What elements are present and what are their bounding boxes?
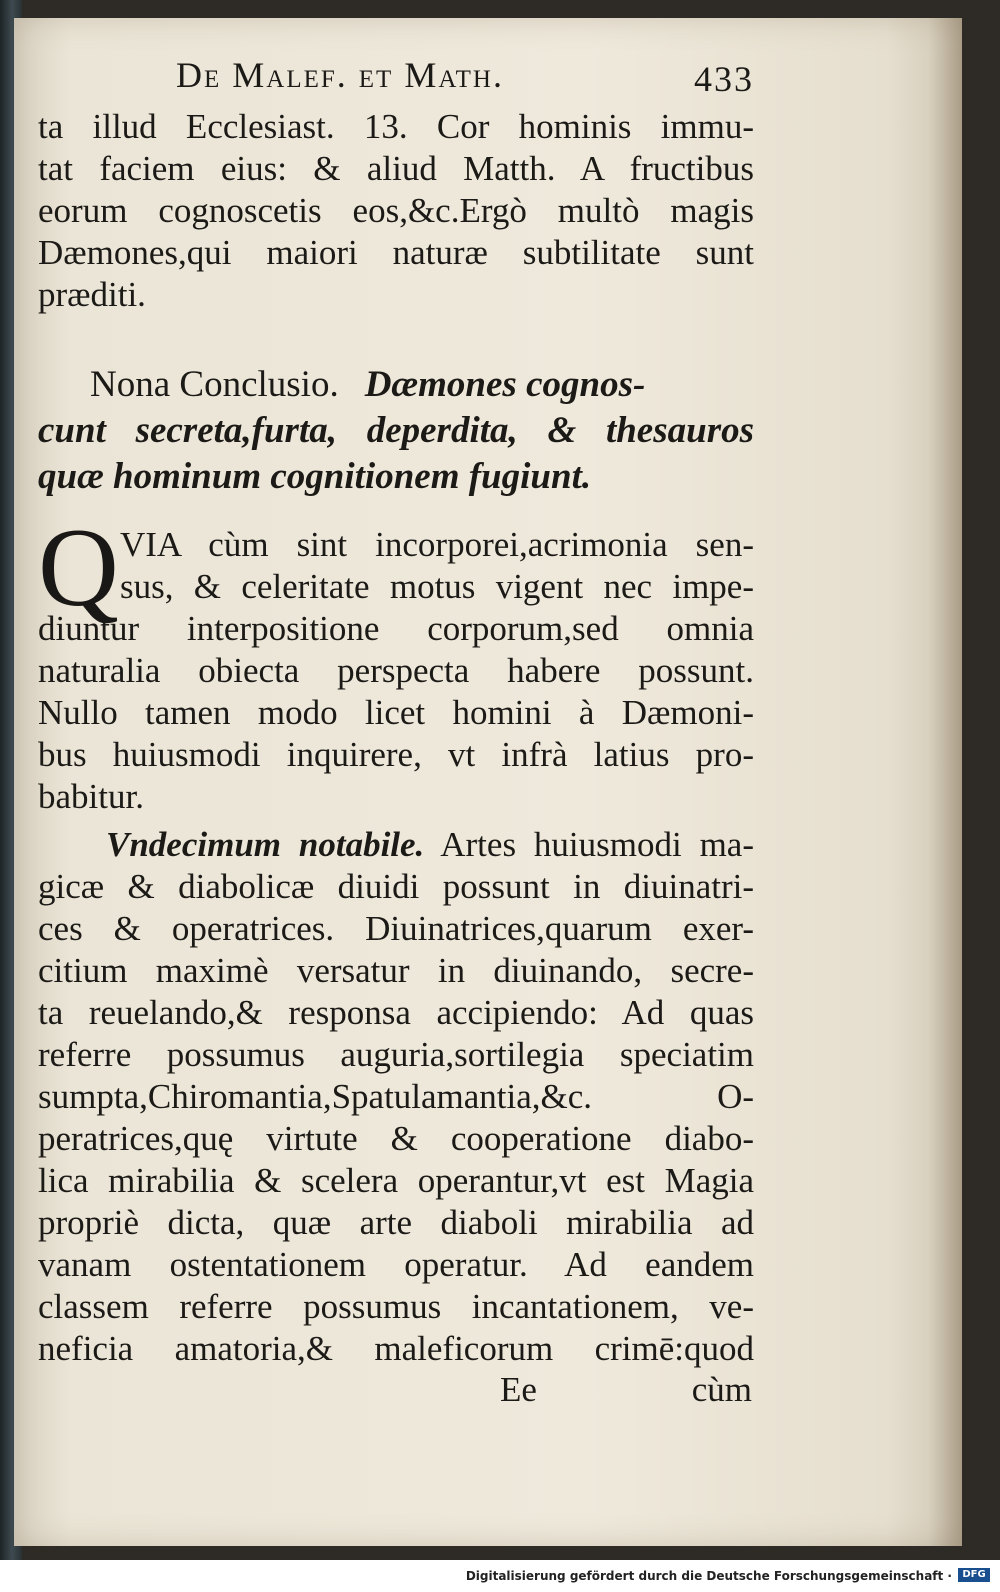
conclusio-line: quæ hominum cognitionem fugiunt.	[38, 456, 592, 497]
notabile-first-line: Artes huiusmodi ma-	[440, 825, 754, 864]
text-line: eorum cognoscetis eos,&c.Ergò multò magis	[38, 191, 754, 230]
text-line: Nullo tamen modo licet homini à Dæmoni-	[38, 693, 754, 732]
text-line	[38, 824, 754, 866]
text-line: propriè dicta, quæ arte diaboli mirabilia ad	[38, 1203, 754, 1242]
drop-cap: Q	[38, 506, 119, 630]
page-number: 433	[694, 59, 754, 99]
text-line: peratrices,quę virtute & cooperatione diabo-	[38, 1119, 754, 1158]
text-line: vanam ostentationem operatur. Ad eandem	[38, 1245, 754, 1284]
running-head: De Malef. et Math.	[176, 55, 504, 95]
book-page	[14, 18, 962, 1546]
catchword: cùm	[691, 1370, 752, 1409]
text-line: præditi.	[38, 275, 146, 314]
text-line: diuntur interpositione corporum,sed omnia	[38, 609, 754, 648]
text-block	[38, 54, 754, 1416]
text-line: citium maximè versatur in diuinando, secre-	[38, 951, 754, 990]
text-line: sumpta,Chiromantia,Spatulamantia,&c. O-	[38, 1077, 754, 1116]
page-footer-line	[38, 1370, 754, 1416]
text-line: VIA cùm sint incorporei,acrimonia sen-	[120, 525, 754, 564]
text-line: ta reuelando,& responsa accipiendo: Ad quas	[38, 993, 754, 1032]
text-line: classem referre possumus incantationem, ve-	[38, 1287, 754, 1326]
text-line: sus, & celeritate motus vigent nec impe-	[120, 567, 754, 606]
conclusio-line: Dæmones cognos-	[364, 364, 646, 405]
digitization-footer	[0, 1560, 1000, 1592]
section-gap	[38, 316, 754, 362]
text-line: ta illud Ecclesiast. 13. Cor hominis immu-	[38, 107, 754, 146]
dfg-logo: DFG	[958, 1568, 990, 1582]
text-line: Dæmones,qui maiori naturæ subtilitate sunt	[38, 233, 754, 272]
funding-credit: Digitalisierung gefördert durch die Deutsche Forschungsgemeinschaft ·	[465, 1569, 952, 1583]
text-line: lica mirabilia & scelera operantur,vt est Magia	[38, 1161, 754, 1200]
paragraph-notabile	[38, 824, 754, 1370]
text-line: gicæ & diabolicæ diuidi possunt in diuinatri-	[38, 867, 754, 906]
paragraph-quia	[38, 506, 754, 818]
top-lines	[38, 106, 754, 316]
page-header	[38, 54, 754, 106]
text-line: naturalia obiecta perspecta habere possunt.	[38, 651, 754, 690]
conclusio-section	[38, 362, 754, 500]
text-line: ces & operatrices. Diuinatrices,quarum exer-	[38, 909, 754, 948]
page-edge-shadow	[928, 18, 962, 1546]
conclusio-heading: Nona Conclusio.	[90, 364, 339, 405]
conclusio-line: cunt secreta,furta, deperdita, & thesauros	[38, 410, 754, 451]
text-line: neficia amatoria,& maleficorum crimē:quod	[38, 1329, 754, 1368]
notabile-label: Vndecimum notabile.	[106, 825, 425, 864]
text-line: tat faciem eius: & aliud Matth. A fructibus	[38, 149, 754, 188]
text-line: referre possumus auguria,sortilegia speciatim	[38, 1035, 754, 1074]
signature-mark: Ee	[500, 1370, 537, 1409]
text-line: bus huiusmodi inquirere, vt infrà latius pro-	[38, 735, 754, 774]
text-line: babitur.	[38, 777, 144, 816]
